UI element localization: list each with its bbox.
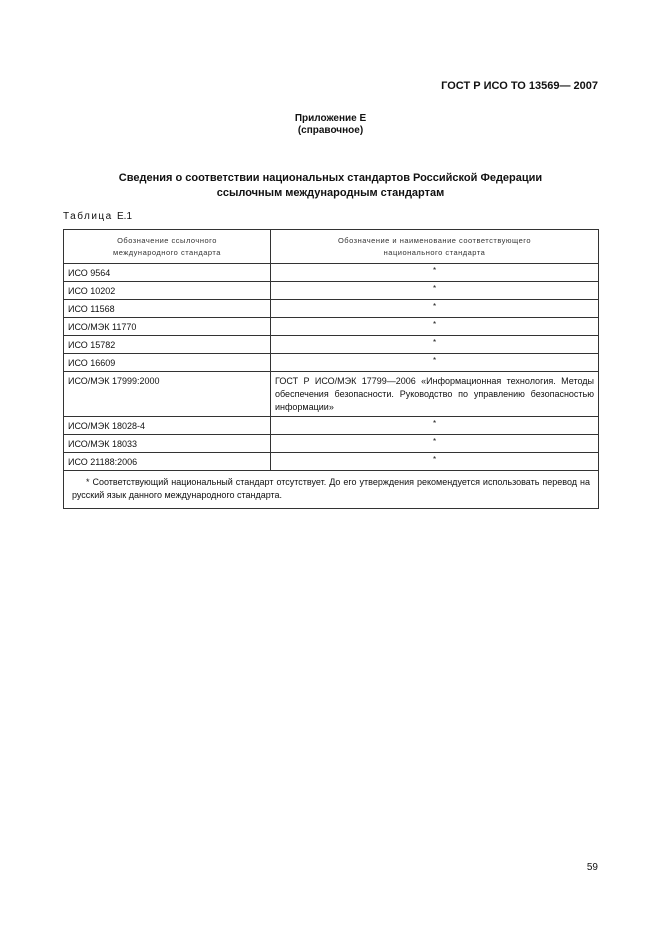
reference-cell: ИСО 15782 — [64, 336, 271, 354]
table-caption-number: Е.1 — [117, 211, 133, 222]
header-reference-standard: Обозначение ссылочного международного стандарта — [64, 230, 271, 264]
table-caption — [63, 211, 132, 222]
national-cell: * — [271, 435, 599, 453]
reference-cell: ИСО/МЭК 18028-4 — [64, 417, 271, 435]
header-national-standard: Обозначение и наименование соответствующего национального стандарта — [271, 230, 599, 264]
table-row — [64, 354, 599, 372]
national-cell: ГОСТ Р ИСО/МЭК 17799—2006 «Информационная технология. Методы обеспечения безопасности. Руководство по управлению безопасностью информации» — [271, 372, 599, 417]
reference-cell: ИСО/МЭК 11770 — [64, 318, 271, 336]
reference-cell: ИСО 21188:2006 — [64, 453, 271, 471]
national-cell: * — [271, 336, 599, 354]
table-row — [64, 264, 599, 282]
section-title-line-1: Сведения о соответствии национальных стандартов Российской Федерации — [118, 172, 543, 184]
appendix-note: (справочное) — [297, 125, 364, 136]
table-row — [64, 372, 599, 417]
document-code: ГОСТ Р ИСО ТО 13569— 2007 — [441, 80, 598, 92]
national-cell: * — [271, 417, 599, 435]
national-cell: * — [271, 354, 599, 372]
table-row — [64, 417, 599, 435]
table-caption-label: Таблица — [63, 211, 113, 222]
reference-cell: ИСО 11568 — [64, 300, 271, 318]
standards-table — [63, 229, 599, 509]
table-row — [64, 282, 599, 300]
table-row — [64, 336, 599, 354]
table-row — [64, 435, 599, 453]
reference-cell: ИСО/МЭК 17999:2000 — [64, 372, 271, 417]
table-footnote-row — [64, 471, 599, 509]
national-cell: * — [271, 318, 599, 336]
table-footnote: * Соответствующий национальный стандарт отсутствует. До его утверждения рекомендуется использовать перевод на русский язык данного международного стандарта. — [64, 471, 599, 509]
appendix-title: Приложение Е — [294, 113, 367, 124]
national-cell: * — [271, 282, 599, 300]
national-cell: * — [271, 453, 599, 471]
national-cell: * — [271, 300, 599, 318]
reference-cell: ИСО 9564 — [64, 264, 271, 282]
reference-cell: ИСО 16609 — [64, 354, 271, 372]
table-row — [64, 318, 599, 336]
section-title — [0, 171, 661, 201]
table-row — [64, 300, 599, 318]
national-cell: * — [271, 264, 599, 282]
table-row — [64, 453, 599, 471]
reference-cell: ИСО 10202 — [64, 282, 271, 300]
reference-cell: ИСО/МЭК 18033 — [64, 435, 271, 453]
appendix-heading — [0, 113, 661, 137]
table-header-row — [64, 230, 599, 264]
section-title-line-2: ссылочным международным стандартам — [216, 187, 445, 199]
page-number: 59 — [586, 862, 598, 873]
